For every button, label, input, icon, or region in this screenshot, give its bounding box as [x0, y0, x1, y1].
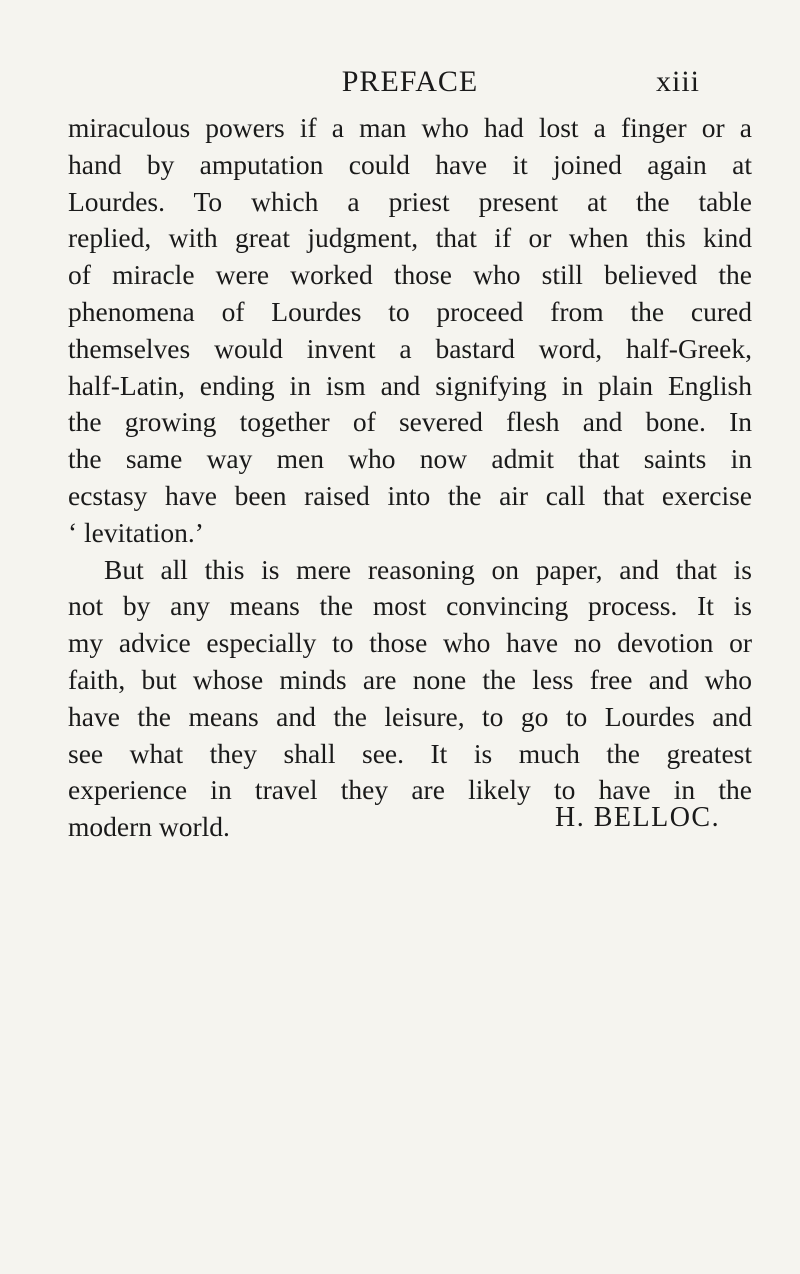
text-line: experience in travel they are likely to have in the — [68, 774, 752, 806]
text-line: phenomena of Lourdes to proceed from the cured — [68, 295, 752, 327]
body-text — [68, 110, 752, 846]
text-line: But all this is mere reasoning on paper, and that is — [104, 553, 752, 585]
text-line: Lourdes. To which a priest present at the table — [68, 185, 752, 217]
text-line: see what they shall see. It is much the greatest — [68, 737, 752, 769]
text-line: not by any means the most convincing process. It is — [68, 590, 752, 622]
text-line: of miracle were worked those who still believed the — [68, 259, 752, 291]
text-line: the same way men who now admit that saints in — [68, 443, 752, 475]
text-line: ecstasy have been raised into the air call that exercise — [68, 479, 752, 511]
text-line: replied, with great judgment, that if or when this kind — [68, 222, 752, 254]
page-number: xiii — [655, 65, 700, 98]
text-line: miraculous powers if a man who had lost a finger or a — [68, 112, 752, 143]
text-line: faith, but whose minds are none the less free and who — [68, 663, 752, 695]
text-line: have the means and the leisure, to go to Lourdes and — [68, 700, 752, 732]
text-line: themselves would invent a bastard word, half-Greek, — [68, 332, 752, 364]
text-line: modern world. — [68, 811, 230, 843]
running-title: PREFACE — [341, 65, 479, 98]
author-signature: H. BELLOC. — [555, 802, 721, 833]
text-line: ‘ levitation.’ — [68, 516, 204, 548]
text-line: the growing together of severed flesh and bone. In — [68, 406, 752, 438]
text-line: my advice especially to those who have no devotion or — [68, 627, 752, 659]
text-line: hand by amputation could have it joined again at — [68, 148, 752, 180]
paragraph-1 — [68, 110, 752, 552]
text-line: half-Latin, ending in ism and signifying in plain English — [68, 369, 752, 401]
page-header — [60, 62, 760, 102]
